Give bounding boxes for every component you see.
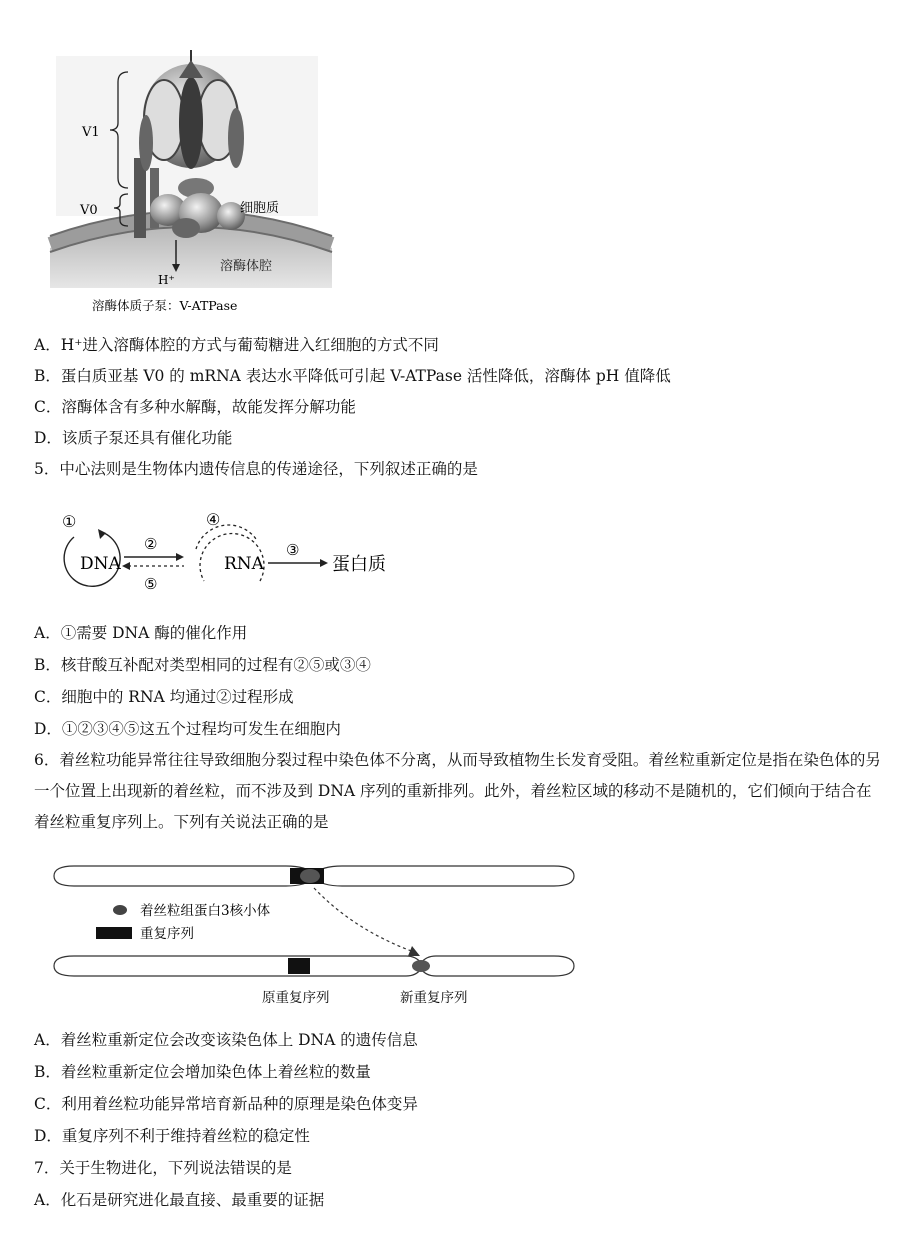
old-repeat-label: 原重复序列 xyxy=(262,990,330,1006)
protein-label: 蛋白质 xyxy=(332,554,386,575)
process-5-label: ⑤ xyxy=(144,575,158,593)
label-v0: V0 xyxy=(80,203,98,218)
process-1-label: ① xyxy=(62,512,77,531)
q6-stem: 6．着丝粒功能异常往往导致细胞分裂过程中染色体不分离，从而导致植物生长发育受阻。着丝粒重新定位是指在染色体的另一个位置上出现新的着丝粒，而不涉及到 DNA 序列的重新排列。此外，着丝粒区域的移动不是随机的，它们倾向于结合在着丝粒重复序列上。下列有关说法正确的是 xyxy=(34,751,881,831)
q6-option-c: C．利用着丝粒功能异常培育新品种的原理是染色体变异 xyxy=(34,1095,418,1113)
process-4-label: ④ xyxy=(206,510,221,529)
q7-stem: 7．关于生物进化，下列说法错误的是 xyxy=(34,1159,292,1177)
q5-stem: 5．中心法则是生物体内遗传信息的传递途径，下列叙述正确的是 xyxy=(34,460,478,478)
q6-option-d: D．重复序列不利于维持着丝粒的稳定性 xyxy=(34,1127,310,1145)
rna-label: RNA xyxy=(224,554,264,574)
label-lumen: 溶酶体腔 xyxy=(220,259,273,274)
q6-option-b: B．着丝粒重新定位会增加染色体上着丝粒的数量 xyxy=(34,1063,371,1081)
v-atpase-illustration xyxy=(46,48,336,320)
chromosome-diagram xyxy=(44,860,584,1020)
legend-dot-icon xyxy=(113,905,127,915)
figure-caption: 溶酶体质子泵：V-ATPase xyxy=(92,298,238,313)
label-cytoplasm: 细胞质 xyxy=(240,201,280,216)
label-h-ion: H⁺ xyxy=(158,273,175,287)
dna-label: DNA xyxy=(80,554,121,574)
legend-dot-label: 着丝粒组蛋白3核小体 xyxy=(140,903,271,919)
new-repeat-label: 新重复序列 xyxy=(400,990,468,1006)
q5-option-d: D．①②③④⑤这五个过程均可发生在细胞内 xyxy=(34,720,341,738)
process-2-label: ② xyxy=(144,535,158,553)
legend-bar-icon xyxy=(96,927,132,939)
label-v1: V1 xyxy=(82,125,100,140)
v-atpase-figure xyxy=(46,48,336,320)
q4-option-a: A．H⁺进入溶酶体腔的方式与葡萄糖进入红细胞的方式不同 xyxy=(34,336,439,354)
q5-option-c: C．细胞中的 RNA 均通过②过程形成 xyxy=(34,688,294,706)
q4-option-c: C．溶酶体含有多种水解酶，故能发挥分解功能 xyxy=(34,398,356,416)
process-3-label: ③ xyxy=(286,541,300,559)
q4-option-b: B．蛋白质亚基 V0 的 mRNA 表达水平降低可引起 V-ATPase 活性降低，溶酶体 pH 值降低 xyxy=(34,367,671,385)
legend-bar-label: 重复序列 xyxy=(140,926,194,942)
q5-option-a: A．①需要 DNA 酶的催化作用 xyxy=(34,624,248,642)
central-dogma-diagram xyxy=(34,505,414,610)
q5-option-b: B．核苷酸互补配对类型相同的过程有②⑤或③④ xyxy=(34,656,371,674)
q7-option-a: A．化石是研究进化最直接、最重要的证据 xyxy=(34,1191,325,1209)
q4-option-d: D．该质子泵还具有催化功能 xyxy=(34,429,233,447)
q6-option-a: A．着丝粒重新定位会改变该染色体上 DNA 的遗传信息 xyxy=(34,1031,418,1049)
